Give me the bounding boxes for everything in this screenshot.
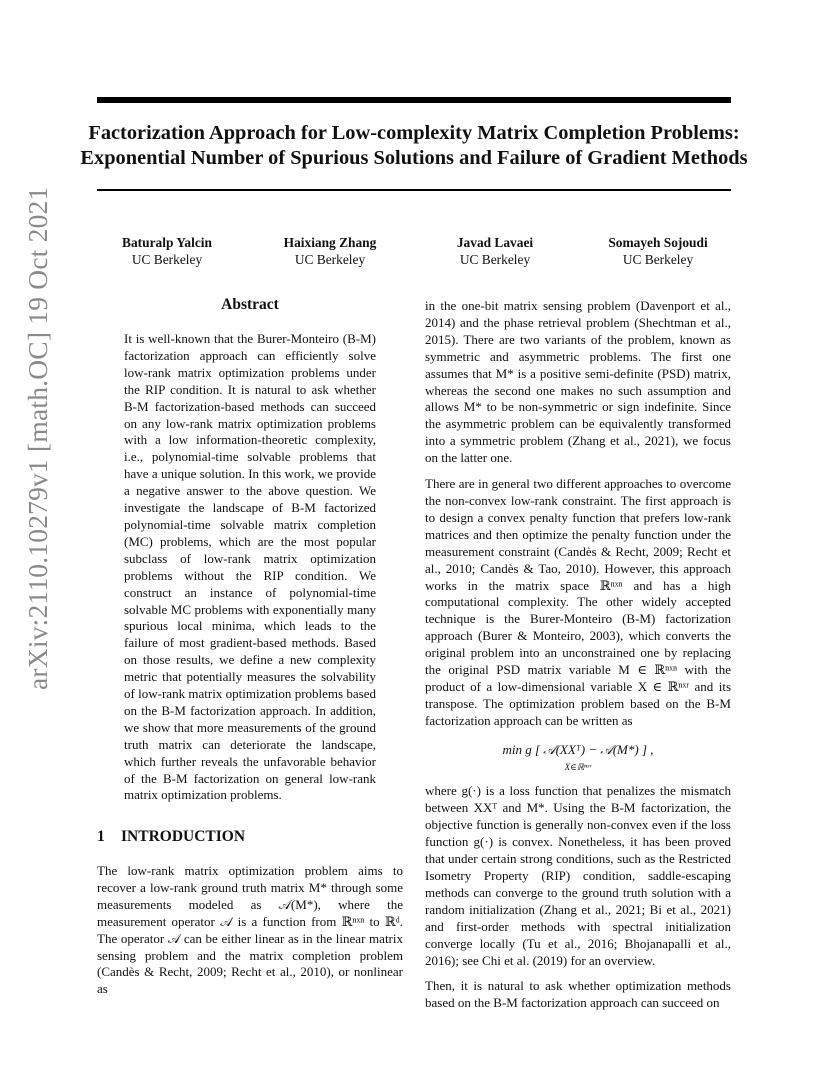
equation-main: min g [ 𝒜(XXᵀ) − 𝒜(M*) ] , [502, 741, 654, 757]
title-line-2: Exponential Number of Spurious Solutions and Failure of Gradient Methods [80, 147, 748, 169]
intro-paragraph: There are in general two different approaches to overcome the non-convex low-rank constraint. The first approach is to design a convex penalty function that prefers low-rank matrices and then optimize the penalty function under the measurement constraint (Candès & Recht, 2009; Recht et al., 2010; Candès & Tao, 2010). However, this approach works in the matrix space ℝⁿˣⁿ and has a high computational complexity. The other widely accepted technique is the Burer-Monteiro (B-M) factorization approach (Burer & Monteiro, 2003), which converts the original problem into an unconstrained one by replacing the original PSD matrix variable M ∈ ℝⁿˣⁿ with the product of a low-dimensional variable X ∈ ℝⁿˣʳ and its transpose. The optimization problem based on the B-M factorization approach can be written as [425, 476, 731, 728]
author-name: Somayeh Sojoudi [608, 235, 708, 250]
author-affiliation: UC Berkeley [622, 252, 694, 267]
title-line-1: Factorization Approach for Low-complexity Matrix Completion Problems: [88, 122, 740, 144]
author-name: Baturalp Yalcin [122, 235, 212, 250]
abstract-text: It is well-known that the Burer-Monteiro (B-M) factorization approach can efficiently solve low-rank matrix optimization problems under the RIP condition. It is natural to ask whether B-M factorization-based methods can succeed on any low-rank matrix optimization problems with a low information-theoretic complexity, i.e., polynomial-time solvable problems that have a unique solution. In this work, we provide a negative answer to the above question. We investigate the landscape of B-M factorized polynomial-time solvable matrix completion (MC) problems, which are the most popular subclass of low-rank matrix optimization problems without the RIP condition. We construct an instance of polynomial-time solvable MC problems with exponentially many spurious local minima, which leads to the failure of most gradient-based methods. Based on those results, we define a new complexity metric that potentially measures the solvability of low-rank matrix optimization problems based on the B-M factorization approach. In addition, we show that more measurements of the ground truth matrix can deteriorate the landscape, which further reveals the unfavorable behavior of the B-M factorization on general low-rank matrix optimization problems. [124, 331, 376, 803]
author-block [92, 234, 242, 268]
intro-paragraph: Then, it is natural to ask whether optimization methods based on the B-M factorization approach can succeed on [425, 978, 731, 1011]
intro-paragraph: The low-rank matrix optimization problem aims to recover a low-rank ground truth matrix M* through some measurements modeled as 𝒜(M*), where the measurement operator 𝒜 is a function from ℝⁿˣⁿ to ℝᵈ. The operator 𝒜 can be either linear as in the linear matrix sensing problem and the matrix completion problem (Candès & Recht, 2009; Recht et al., 2010), or nonlinear as [97, 863, 403, 997]
section-number: 1 [97, 828, 105, 845]
intro-paragraph: where g(·) is a loss function that penalizes the mismatch between XXᵀ and M*. Using the B-M factorization, the objective function is generally non-convex even if the loss function g(·) is convex. Nonetheless, it has been proved that under certain strong conditions, such as the Restricted Isometry Property (RIP) condition, saddle-escaping methods can converge to the ground truth solution with a random initialization (Zhang et al., 2021; Bi et al., 2021) and first-order methods with spectral initialization converge locally (Tu et al., 2016; Bhojanapalli et al., 2016); see Chi et al. (2019) for an overview. [425, 783, 731, 968]
top-rule [97, 97, 731, 103]
section-title-text: INTRODUCTION [121, 828, 246, 845]
author-name: Javad Lavaei [456, 235, 534, 250]
author-block [255, 234, 405, 268]
author-affiliation: UC Berkeley [459, 252, 531, 267]
author-name: Haixiang Zhang [283, 235, 377, 250]
intro-paragraph: in the one-bit matrix sensing problem (Davenport et al., 2014) and the phase retrieval problem (Shechtman et al., 2015). There are two variants of the problem, known as symmetric and asymmetric problems. The first one assumes that M* is a positive semi-definite (PSD) matrix, whereas the second one makes no such assumption and allows M* to be non-symmetric or sign indefinite. Since the asymmetric problem can be equivalently transformed into a symmetric problem (Zhang et al., 2021), we focus on the latter one. [425, 298, 731, 466]
paper-title [60, 121, 768, 171]
left-column-body [97, 863, 403, 1007]
title-bottom-rule [97, 189, 731, 191]
abstract-heading: Abstract [221, 296, 279, 313]
arxiv-side-label: arXiv:2110.10279v1 [math.OC] 19 Oct 2021 [22, 186, 53, 690]
right-column-body [425, 298, 731, 1021]
equation-subscript: X∈ℝⁿˣʳ [564, 761, 592, 772]
author-affiliation: UC Berkeley [294, 252, 366, 267]
author-affiliation: UC Berkeley [131, 252, 203, 267]
optimization-equation [425, 742, 731, 776]
author-block [583, 234, 733, 268]
author-block [420, 234, 570, 268]
section-heading [97, 828, 245, 846]
